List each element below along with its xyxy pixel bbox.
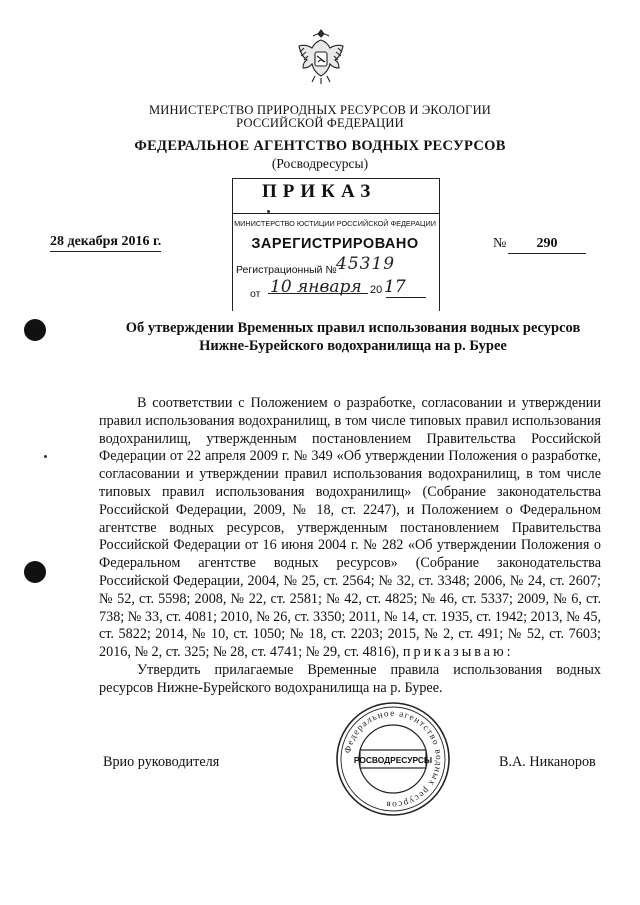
registration-ministry: МИНИСТЕРСТВО ЮСТИЦИИ РОССИЙСКОЙ ФЕДЕРАЦИИ xyxy=(234,219,436,228)
registration-number-value: 45319 xyxy=(336,254,396,274)
registration-number-label: Регистрационный № xyxy=(236,264,337,276)
ministry-name-line2: РОССИЙСКОЙ ФЕДЕРАЦИИ xyxy=(236,116,404,130)
body-paragraph-resolution: Утвердить прилагаемые Временные правила использования водных ресурсов Нижне-Бурейского водохранилища на р. Бурее. xyxy=(99,661,601,696)
preamble-text: В соответствии с Положением о разработке, согласовании и утверждении правил использования водохранилищ, в том числе типовых правил использования водохранилищ, утвержденным постановлением Правительства Российской Федерации от 22 апреля 2009 г. № 349 «Об утверждении Положения о разработке, согласовании и утверждении правил использования водохранилищ, в том числе типовых правил использования водохранилищ» (Собрание законодательства Российской Федерации, 2009, № 18, ст. 2247), и Положением о Федеральном агентстве водных ресурсов, утвержденным постановлением Правительства Российской Федерации от 16 июня 2004 г. № 282 «Об утверждении Положения о Федеральном агентстве водных ресурсов» (Собрание законодательства Российской Федерации, 2004, № 25, ст. 2564; № 32, ст. 3348; 2006, № 24, ст. 2607; № 52, ст. 5598; 2008, № 22, ст. 2581; № 42, ст. 4825; № 46, ст. 5337; 2009, № 6, ст. 738; № 33, ст. 4081; 2010, № 26, ст. 3350; 2011, № 14, ст. 1935, ст. 1942; 2013, № 45, ст. 5822; 2014, № 10, ст. 1050; № 18, ст. 2203; 2015, № 2, ст. 491; № 52, ст. 7603; 2016, № 2, ст. 325; № 28, ст. 4741; № 29, ст. 4816), xyxy=(99,395,601,661)
document-type-title: ПРИКАЗ xyxy=(262,181,377,202)
document-date: 28 декабря 2016 г. xyxy=(50,234,161,252)
registration-date-label: от xyxy=(250,288,261,300)
signatory-name: В.А. Никаноров xyxy=(499,754,596,770)
official-seal xyxy=(334,700,452,818)
registration-title: ЗАРЕГИСТРИРОВАНО xyxy=(251,236,419,252)
document-number-label: № xyxy=(493,236,507,251)
body-paragraph-preamble xyxy=(99,395,601,662)
punch-hole xyxy=(24,561,46,583)
order-body xyxy=(99,395,601,698)
punch-hole xyxy=(24,319,46,341)
registration-year-prefix: 20 xyxy=(370,284,383,296)
seal-center-text: РОСВОДРЕСУРСЫ xyxy=(353,755,433,765)
agency-short-name: (Росводресурсы) xyxy=(271,156,369,171)
registration-year-underline xyxy=(386,297,426,298)
coat-of-arms-emblem xyxy=(296,26,346,88)
registration-date-value: 10 января xyxy=(270,277,362,297)
document-number: 290 xyxy=(508,236,586,254)
order-word: приказываю: xyxy=(402,644,514,661)
registration-year-value: 17 xyxy=(384,277,406,297)
stamp-dot xyxy=(267,210,270,213)
order-title-line1: Об утверждении Временных правил использования водных ресурсов xyxy=(125,320,581,336)
order-title-line2: Нижне-Бурейского водохранилища на р. Бурее xyxy=(199,338,507,354)
ministry-name-line1: МИНИСТЕРСТВО ПРИРОДНЫХ РЕСУРСОВ И ЭКОЛОГИИ xyxy=(148,103,492,117)
seal-ring-text: Федеральное агентство водных ресурсов xyxy=(342,707,445,811)
registration-date-underline xyxy=(268,293,368,294)
scan-speck xyxy=(44,455,47,458)
agency-name: ФЕДЕРАЛЬНОЕ АГЕНТСТВО ВОДНЫХ РЕСУРСОВ xyxy=(134,138,506,154)
signatory-position: Врио руководителя xyxy=(103,754,220,770)
